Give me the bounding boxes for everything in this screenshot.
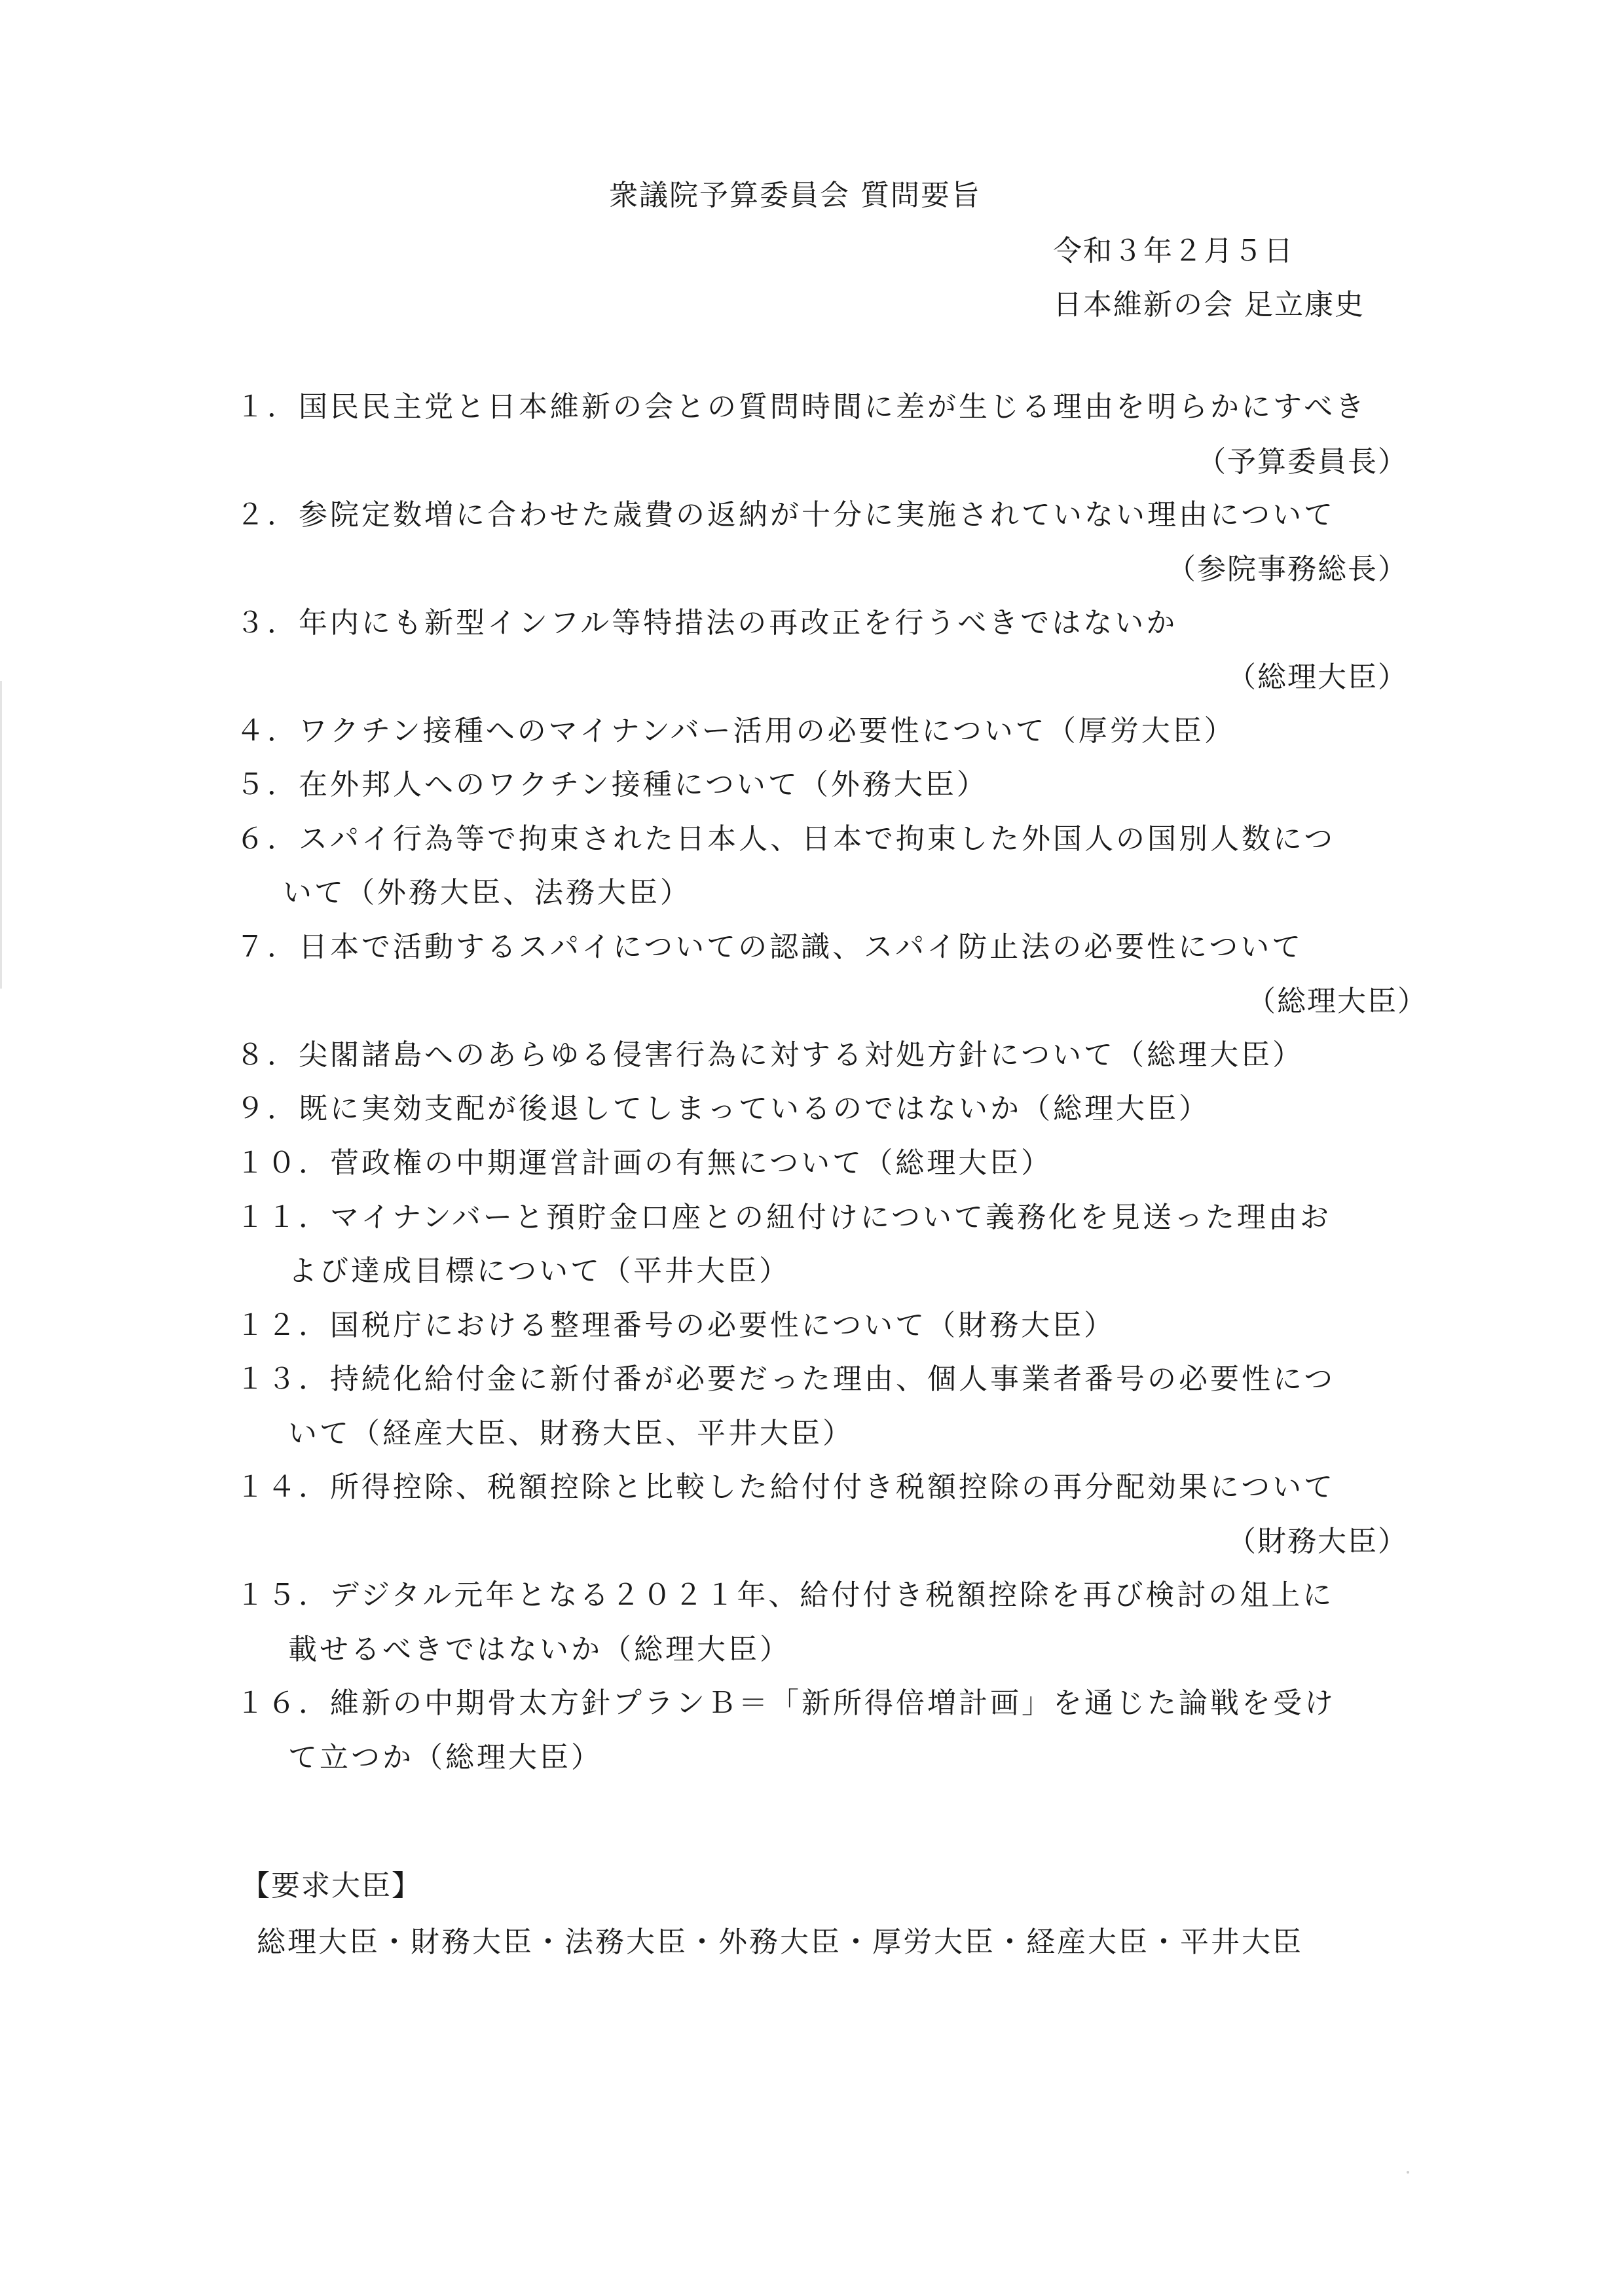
question-text: 既に実効支配が後退してしまっているのではないか（総理大臣）: [299, 1092, 1210, 1125]
question-item-11: [236, 1203, 1331, 1232]
question-text: 所得控除、税額控除と比較した給付付き税額控除の再分配効果について: [330, 1470, 1336, 1504]
question-text: 維新の中期骨太方針プランＢ＝「新所得倍増計画」を通じた論戦を受け: [330, 1686, 1336, 1720]
document-author: 日本維新の会 足立康史: [1053, 288, 1365, 321]
question-text: 尖閣諸島へのあらゆる侵害行為に対する対処方針について（総理大臣）: [299, 1038, 1304, 1072]
question-item-4: [236, 714, 1236, 748]
question-target: （財務大臣）: [1227, 1525, 1408, 1558]
question-number: ２．: [236, 498, 299, 532]
question-text: 在外邦人へのワクチン接種について（外務大臣）: [299, 768, 988, 801]
question-number: １１．: [236, 1201, 330, 1234]
question-item-8: [236, 1038, 1304, 1072]
question-text: デジタル元年となる２０２１年、給付付き税額控除を再び検討の俎上に: [330, 1578, 1335, 1612]
question-item-16: [236, 1686, 1336, 1720]
question-number: ８．: [236, 1038, 299, 1072]
question-item-6: [236, 822, 1336, 856]
question-text: 参院定数増に合わせた歳費の返納が十分に実施されていない理由について: [299, 498, 1336, 532]
question-target: （総理大臣）: [1227, 661, 1408, 694]
question-number: １０．: [236, 1146, 330, 1180]
question-item-3: [236, 606, 1178, 640]
question-text: 国税庁における整理番号の必要性について（財務大臣）: [330, 1309, 1116, 1342]
question-text: 菅政権の中期運営計画の有無について（総理大臣）: [330, 1146, 1053, 1180]
question-item-1: [236, 390, 1367, 424]
question-number: ４．: [236, 714, 299, 748]
question-text: 日本で活動するスパイについての認識、スパイ防止法の必要性について: [299, 930, 1304, 964]
question-item-9: [236, 1092, 1210, 1125]
question-item-13: [236, 1362, 1336, 1396]
question-text-continued: いて（外務大臣、法務大臣）: [283, 876, 692, 909]
question-number: １２．: [236, 1309, 330, 1342]
document-title: 衆議院予算委員会 質問要旨: [609, 179, 981, 212]
question-number: ６．: [236, 822, 299, 856]
document-date: 令和３年２月５日: [1053, 234, 1294, 268]
question-number: ５．: [236, 768, 299, 801]
question-item-5: [236, 768, 988, 801]
question-text: 国民民主党と日本維新の会との質問時間に差が生じる理由を明らかにすべき: [299, 390, 1367, 424]
question-number: １．: [236, 390, 299, 424]
question-number: １５．: [236, 1578, 330, 1612]
question-item-14: [236, 1470, 1336, 1504]
question-text: 持続化給付金に新付番が必要だった理由、個人事業者番号の必要性につ: [330, 1362, 1336, 1396]
question-target: （予算委員長）: [1197, 445, 1408, 479]
question-item-15: [236, 1578, 1335, 1612]
question-text: スパイ行為等で拘束された日本人、日本で拘束した外国人の国別人数につ: [299, 822, 1336, 856]
question-item-10: [236, 1146, 1053, 1180]
required-ministers-list: 総理大臣・財務大臣・法務大臣・外務大臣・厚労大臣・経産大臣・平井大臣: [257, 1925, 1303, 1959]
question-text-continued: よび達成目標について（平井大臣）: [288, 1254, 791, 1288]
question-number: １６．: [236, 1686, 330, 1720]
question-item-7: [236, 930, 1304, 964]
question-text-continued: いて（経産大臣、財務大臣、平井大臣）: [288, 1417, 854, 1450]
question-number: ３．: [236, 606, 299, 640]
question-text-continued: て立つか（総理大臣）: [288, 1741, 602, 1774]
question-text: ワクチン接種へのマイナンバー活用の必要性について（厚労大臣）: [299, 714, 1236, 748]
question-item-2: [236, 498, 1336, 532]
required-ministers-heading: 【要求大臣】: [241, 1869, 422, 1903]
question-text: マイナンバーと預貯金口座との紐付けについて義務化を見送った理由お: [330, 1201, 1331, 1234]
question-number: ７．: [236, 930, 299, 964]
question-target: （参院事務総長）: [1167, 553, 1408, 586]
question-number: １３．: [236, 1362, 330, 1396]
scan-dust-dot: [1407, 2171, 1409, 2174]
scan-edge-mark: [0, 681, 2, 989]
question-number: ９．: [236, 1092, 299, 1125]
question-item-12: [236, 1311, 1115, 1340]
question-target: （総理大臣）: [1247, 985, 1428, 1018]
question-number: １４．: [236, 1470, 330, 1504]
question-text: 年内にも新型インフル等特措法の再改正を行うべきではないか: [299, 606, 1178, 640]
question-text-continued: 載せるべきではないか（総理大臣）: [288, 1633, 791, 1666]
